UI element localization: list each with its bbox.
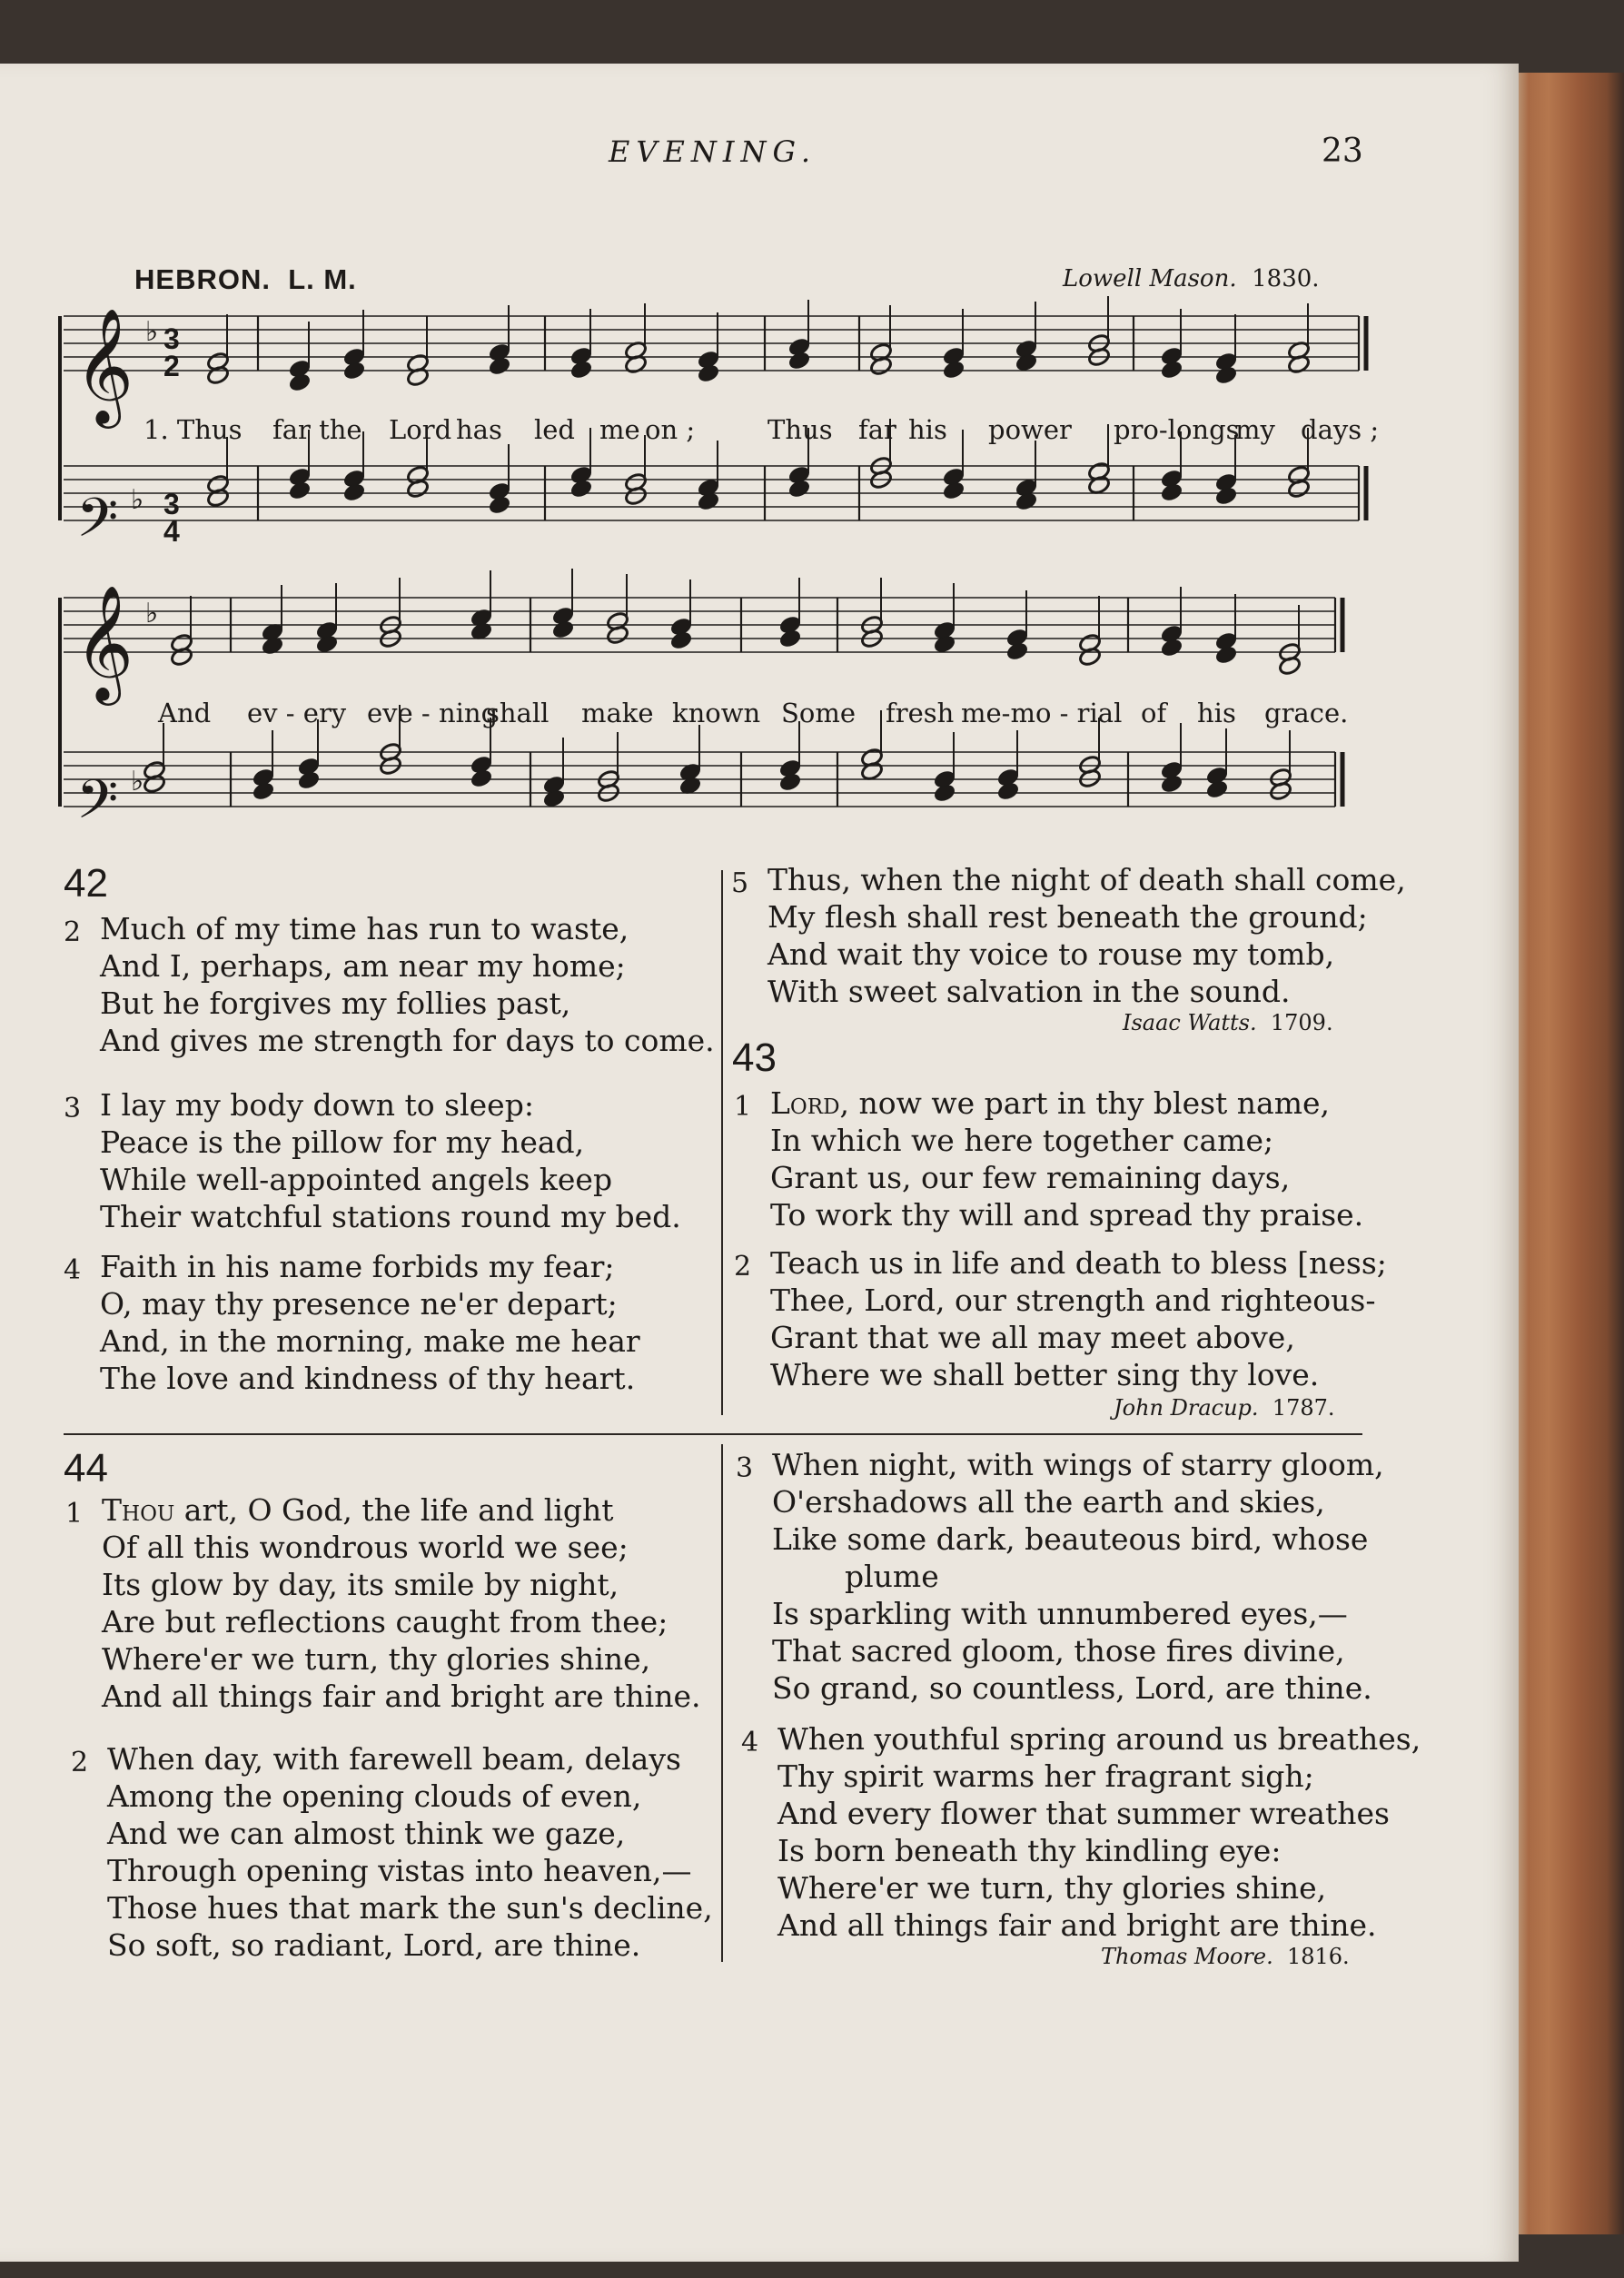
- lyric-syllable: far the: [272, 414, 362, 445]
- hymn-44-stanza-4: [741, 1720, 1421, 1944]
- note-head: [1214, 645, 1238, 666]
- tune-meter: L. M.: [288, 263, 357, 295]
- lyric-syllable: make: [581, 698, 654, 728]
- verse-line: The love and kindness of thy heart.: [100, 1361, 636, 1396]
- verse-line: And wait thy voice to rouse my tomb,: [767, 936, 1335, 972]
- note-head: [1205, 779, 1229, 800]
- note-head: [996, 781, 1020, 802]
- note-head: [933, 634, 956, 655]
- author-name: Thomas Moore.: [1101, 1944, 1273, 1969]
- hymn-42-stanza-4: [64, 1248, 640, 1397]
- verse-line: And gives me strength for days to come.: [100, 1023, 715, 1058]
- lyric-syllable: Thus: [767, 414, 833, 445]
- note-head: [342, 482, 366, 503]
- note-head: [942, 360, 965, 381]
- lyric-syllable: his: [908, 414, 947, 445]
- hymn-44-stanza-1: [65, 1491, 701, 1715]
- note-head: [1005, 641, 1029, 662]
- note-head: [569, 360, 593, 381]
- verse-line-rest: art, O God, the life and light: [174, 1492, 614, 1528]
- lyric-syllable: And: [158, 698, 212, 728]
- hymn-number: 42: [64, 861, 108, 906]
- flat-sign-icon: ♭: [131, 766, 144, 797]
- verse-line: [102, 1491, 700, 1529]
- verse-line: [770, 1085, 1363, 1122]
- composer-year: 1830.: [1252, 265, 1320, 292]
- author-name: John Dracup.: [1114, 1395, 1259, 1421]
- note-head: [488, 495, 511, 516]
- bass-clef-icon: 𝄢: [76, 486, 119, 562]
- verse-line: I lay my body down to sleep:: [100, 1087, 534, 1123]
- verse-line: Where'er we turn, thy glories shine,: [777, 1870, 1327, 1906]
- verse-line: plume: [845, 1559, 939, 1594]
- lyric-syllable: me-mo - rial: [961, 698, 1123, 728]
- lyric-syllable: pro-longs: [1114, 414, 1240, 445]
- stanza-number: 5: [731, 867, 749, 899]
- verse-line: Faith in his name forbids my fear;: [100, 1249, 615, 1284]
- lyric-syllable: fresh: [886, 698, 955, 728]
- lyric-syllable: grace.: [1264, 698, 1349, 728]
- tune-name: HEBRON.: [134, 263, 271, 295]
- lyric-syllable: days ;: [1301, 414, 1380, 445]
- staff-lines: [60, 316, 1366, 807]
- time-sig-bottom: 4: [163, 515, 180, 548]
- note-head: [1160, 360, 1183, 381]
- note-head: [669, 630, 693, 651]
- verse-line: While well-appointed angels keep: [100, 1162, 613, 1197]
- verse-line: Thee, Lord, our strength and righteous-: [770, 1283, 1376, 1318]
- stanza-number: 3: [64, 1093, 82, 1124]
- verse-line: When night, with wings of starry gloom,: [772, 1447, 1384, 1482]
- stanza-number: 4: [64, 1254, 82, 1286]
- lyric-syllable: my: [1235, 414, 1275, 445]
- composer-name: Lowell Mason.: [1063, 265, 1237, 292]
- hymn-43-author: [1114, 1395, 1335, 1421]
- bass-clef-icon: 𝄢: [76, 768, 119, 844]
- verse-line: Is sparkling with unnumbered eyes,—: [772, 1596, 1348, 1631]
- note-head: [1160, 638, 1183, 659]
- lyric-syllable: has: [456, 414, 502, 445]
- time-sig-top: 3: [163, 322, 180, 355]
- verse-line: And we can almost think we gaze,: [107, 1816, 626, 1851]
- hymn-43-stanza-2: [734, 1244, 1387, 1393]
- lyric-syllable: 1. Thus: [144, 414, 243, 445]
- lyric-syllable: of: [1141, 698, 1167, 728]
- verse-line: And all things fair and bright are thine.: [777, 1907, 1377, 1943]
- verse-line: Where we shall better sing thy love.: [770, 1357, 1320, 1392]
- verse-line: Among the opening clouds of even,: [107, 1778, 642, 1814]
- verse-line: Grant that we all may meet above,: [770, 1320, 1295, 1355]
- note-head: [1214, 486, 1238, 507]
- author-name: Isaac Watts.: [1123, 1010, 1257, 1035]
- treble-clef-icon: 𝄞: [74, 584, 134, 700]
- lyric-syllable: far: [858, 414, 896, 445]
- lyric-syllable: his: [1197, 698, 1236, 728]
- hymn-number: 43: [732, 1035, 777, 1080]
- verse-line: My flesh shall rest beneath the ground;: [767, 899, 1368, 935]
- hymn-43-stanza-1: [734, 1085, 1364, 1233]
- verse-line: Through opening vistas into heaven,—: [107, 1853, 692, 1888]
- stanza-number: 3: [736, 1452, 754, 1484]
- hymn-44-stanza-3: [736, 1446, 1384, 1707]
- flat-sign-icon: ♭: [145, 598, 159, 629]
- note-head: [297, 770, 321, 791]
- note-head: [787, 351, 811, 371]
- verse-line: And every flower that summer wreathes: [777, 1796, 1390, 1831]
- verse-line: That sacred gloom, those fires divine,: [772, 1633, 1345, 1669]
- stanza-number: 2: [64, 916, 82, 948]
- verse-line: When day, with farewell beam, delays: [107, 1741, 681, 1777]
- note-head: [551, 619, 575, 640]
- note-head: [1214, 365, 1238, 386]
- lyric-syllable: led: [534, 414, 576, 445]
- column-divider: [721, 1444, 723, 1962]
- note-head: [1160, 482, 1183, 503]
- note-head: [315, 634, 339, 655]
- verse-line: Is born beneath thy kindling eye:: [777, 1833, 1282, 1868]
- stanza-number: 1: [734, 1091, 752, 1123]
- verse-line: Much of my time has run to waste,: [100, 911, 629, 946]
- verse-line: Like some dark, beauteous bird, whose: [772, 1521, 1369, 1557]
- note-head: [778, 629, 802, 649]
- hymn-42-stanza-5: [731, 861, 1406, 1010]
- note-head: [488, 356, 511, 377]
- note-head: [342, 361, 366, 381]
- note-head: [1015, 352, 1038, 373]
- note-head: [288, 480, 312, 501]
- note-head: [569, 479, 593, 500]
- notes: [143, 296, 1311, 808]
- flat-sign-icon: ♭: [145, 316, 159, 348]
- first-word: Lord,: [770, 1085, 850, 1121]
- hymn-44-stanza-2: [71, 1740, 713, 1964]
- verse-line: O'ershadows all the earth and skies,: [772, 1484, 1325, 1520]
- verse-line: So soft, so radiant, Lord, are thine.: [107, 1927, 641, 1963]
- verse-line: Where'er we turn, thy glories shine,: [102, 1641, 651, 1677]
- page-number: 23: [1322, 133, 1363, 170]
- lyric-syllable: Some: [781, 698, 856, 728]
- verse-line: And, in the morning, make me hear: [100, 1323, 640, 1359]
- column-divider: [721, 870, 723, 1415]
- time-sig-top: 3: [163, 488, 180, 520]
- lyric-syllable: power: [988, 414, 1072, 445]
- note-head: [697, 363, 720, 384]
- note-head: [787, 479, 811, 500]
- verse-line: Teach us in life and death to bless [ness;: [770, 1245, 1387, 1281]
- author-year: 1816.: [1286, 1944, 1350, 1969]
- verse-line: Peace is the pillow for my head,: [100, 1124, 585, 1160]
- author-year: 1787.: [1272, 1395, 1335, 1421]
- note-head: [470, 768, 493, 789]
- lyric-syllable: known: [672, 698, 761, 728]
- verse-line: Grant us, our few remaining days,: [770, 1160, 1291, 1195]
- author-year: 1709.: [1270, 1010, 1333, 1035]
- stanza-number: 4: [741, 1727, 759, 1758]
- stanza-number: 2: [71, 1747, 89, 1778]
- verse-line: But he forgives my follies past,: [100, 985, 571, 1021]
- verse-line: Thus, when the night of death shall come,: [767, 862, 1406, 897]
- verse-line: With sweet salvation in the sound.: [767, 974, 1291, 1009]
- note-head: [778, 772, 802, 793]
- time-sig-bottom: 2: [163, 350, 180, 382]
- lyric-syllable: Lord: [389, 414, 452, 445]
- verse-line: When youthful spring around us breathes,: [777, 1721, 1421, 1757]
- verse-line: O, may thy presence ne'er depart;: [100, 1286, 618, 1322]
- hymn-42-author: [1123, 1010, 1333, 1035]
- hymn-44-author: [1101, 1944, 1350, 1969]
- section-divider: [64, 1433, 1362, 1435]
- lyric-syllable: on ;: [645, 414, 696, 445]
- lyric-syllable: ev - ery: [247, 698, 347, 728]
- verse-line: In which we here together came;: [770, 1123, 1274, 1158]
- treble-clef-icon: 𝄞: [74, 307, 134, 423]
- first-word: Thou: [102, 1492, 175, 1528]
- hymn-number: 44: [64, 1446, 108, 1491]
- note-head: [697, 491, 720, 512]
- verse-line: To work thy will and spread thy praise.: [770, 1197, 1364, 1233]
- running-head: EVENING.: [609, 134, 817, 169]
- note-head: [288, 372, 312, 393]
- verse-line: Those hues that mark the sun's decline,: [107, 1890, 713, 1926]
- flat-sign-icon: ♭: [131, 484, 144, 516]
- lyric-syllable: eve - ning: [367, 698, 499, 728]
- verse-line: And all things fair and bright are thine.: [102, 1679, 701, 1714]
- verse-line: Thy spirit warms her fragrant sigh;: [777, 1758, 1314, 1794]
- note-head: [542, 788, 566, 809]
- verse-line: So grand, so countless, Lord, are thine.: [772, 1670, 1372, 1706]
- stanza-number: 2: [734, 1251, 752, 1283]
- note-head: [1015, 491, 1038, 512]
- note-head: [252, 781, 275, 802]
- note-head: [1160, 774, 1183, 795]
- verse-line: Their watchful stations round my bed.: [100, 1199, 681, 1234]
- hymn-42-stanza-3: [64, 1086, 681, 1235]
- verse-line-rest: now we part in thy blest name,: [849, 1085, 1331, 1121]
- note-head: [933, 783, 956, 804]
- note-head: [942, 480, 965, 501]
- lyric-syllable: shall: [486, 698, 550, 728]
- verse-line: Its glow by day, its smile by night,: [102, 1567, 619, 1602]
- verse-line: Of all this wondrous world we see;: [102, 1530, 629, 1565]
- lyric-syllable: me: [599, 414, 640, 445]
- verse-line: And I, perhaps, am near my home;: [100, 948, 626, 984]
- hymn-42-stanza-2: [64, 910, 715, 1059]
- verse-line: Are but reflections caught from thee;: [102, 1604, 668, 1639]
- stanza-number: 1: [65, 1498, 84, 1530]
